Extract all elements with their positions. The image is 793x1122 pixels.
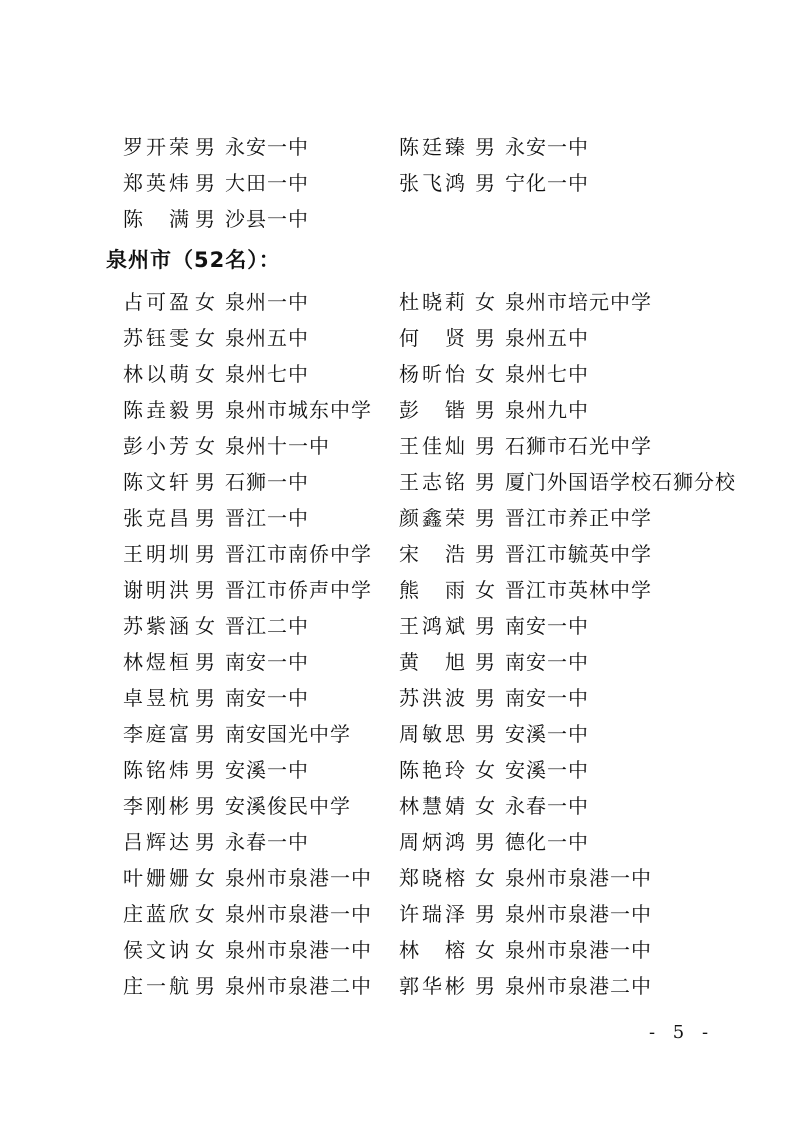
student-name: 李刚彬: [123, 794, 189, 818]
list-entry: [399, 392, 589, 428]
student-gender: 女: [475, 578, 495, 602]
student-school: 永安一中: [505, 135, 589, 159]
student-school: 晋江一中: [225, 506, 309, 530]
student-school: 晋江市养正中学: [505, 506, 652, 530]
student-school: 泉州十一中: [225, 434, 330, 458]
list-entry: [399, 752, 589, 788]
student-gender: 男: [195, 542, 215, 566]
student-name: 林煜桓: [123, 650, 189, 674]
list-entry: [123, 788, 351, 824]
student-gender: 男: [195, 974, 215, 998]
student-name: 王鸿斌: [399, 614, 465, 638]
student-school: 南安一中: [505, 614, 589, 638]
student-name: 庄一航: [123, 974, 189, 998]
student-gender: 男: [475, 902, 495, 926]
student-gender: 男: [195, 135, 215, 159]
student-gender: 男: [475, 686, 495, 710]
student-school: 泉州市泉港一中: [225, 866, 372, 890]
list-entry: [399, 284, 652, 320]
student-name: 陈艳玲: [399, 758, 465, 782]
student-school: 晋江市毓英中学: [505, 542, 652, 566]
student-name: 吕辉达: [123, 830, 189, 854]
student-gender: 男: [475, 470, 495, 494]
student-school: 安溪俊民中学: [225, 794, 351, 818]
list-entry: [123, 428, 330, 464]
student-name: 侯文讷: [123, 938, 189, 962]
student-name: 罗开荣: [123, 135, 189, 159]
list-entry: [399, 428, 652, 464]
student-gender: 男: [195, 686, 215, 710]
list-entry: [399, 788, 589, 824]
list-entry: [123, 201, 309, 237]
student-school: 泉州市培元中学: [505, 290, 652, 314]
list-entry: [123, 896, 372, 932]
student-name: 宋 浩: [399, 542, 465, 566]
student-school: 泉州市泉港二中: [225, 974, 372, 998]
list-entry: [399, 716, 589, 752]
student-gender: 女: [195, 362, 215, 386]
student-school: 永安一中: [225, 135, 309, 159]
section-title: 泉州市（52名）：: [106, 248, 281, 272]
list-entry: [123, 752, 309, 788]
student-name: 林慧婧: [399, 794, 465, 818]
list-entry: [123, 644, 309, 680]
student-school: 泉州七中: [505, 362, 589, 386]
student-gender: 男: [475, 398, 495, 422]
student-school: 南安一中: [505, 650, 589, 674]
student-school: 泉州市泉港一中: [505, 902, 652, 926]
student-gender: 男: [475, 614, 495, 638]
student-gender: 男: [195, 398, 215, 422]
list-entry: [123, 824, 309, 860]
student-name: 林以萌: [123, 362, 189, 386]
student-gender: 男: [475, 326, 495, 350]
student-name: 陈文轩: [123, 470, 189, 494]
student-name: 颜鑫荣: [399, 506, 465, 530]
student-name: 卓昱杭: [123, 686, 189, 710]
student-gender: 男: [475, 171, 495, 195]
student-gender: 男: [475, 722, 495, 746]
student-gender: 女: [195, 326, 215, 350]
student-school: 泉州五中: [505, 326, 589, 350]
list-entry: [123, 932, 372, 968]
list-entry: [123, 500, 309, 536]
student-school: 南安国光中学: [225, 722, 351, 746]
student-gender: 女: [195, 902, 215, 926]
student-school: 泉州市泉港一中: [225, 938, 372, 962]
student-gender: 女: [475, 362, 495, 386]
student-gender: 女: [195, 290, 215, 314]
student-school: 安溪一中: [505, 758, 589, 782]
list-entry: [123, 284, 309, 320]
student-name: 陈 满: [123, 207, 189, 231]
student-name: 占可盈: [123, 290, 189, 314]
list-entry: [399, 129, 589, 165]
list-entry: [123, 716, 351, 752]
student-gender: 女: [475, 938, 495, 962]
list-entry: [399, 932, 652, 968]
student-gender: 男: [475, 542, 495, 566]
student-name: 黄 旭: [399, 650, 465, 674]
student-school: 晋江二中: [225, 614, 309, 638]
student-gender: 男: [475, 434, 495, 458]
student-name: 彭小芳: [123, 434, 189, 458]
student-school: 晋江市侨声中学: [225, 578, 372, 602]
list-entry: [399, 644, 589, 680]
student-gender: 女: [195, 434, 215, 458]
student-gender: 男: [475, 135, 495, 159]
student-name: 熊 雨: [399, 578, 465, 602]
student-gender: 男: [195, 722, 215, 746]
student-gender: 女: [475, 290, 495, 314]
student-name: 陈铭炜: [123, 758, 189, 782]
list-entry: [123, 320, 309, 356]
student-school: 石狮市石光中学: [505, 434, 652, 458]
student-gender: 男: [195, 650, 215, 674]
student-gender: 女: [195, 866, 215, 890]
student-school: 永春一中: [225, 830, 309, 854]
page-number: - 5 -: [649, 1022, 715, 1043]
student-school: 泉州九中: [505, 398, 589, 422]
student-school: 晋江市英林中学: [505, 578, 652, 602]
student-school: 厦门外国语学校石狮分校: [505, 470, 736, 494]
list-entry: [123, 464, 309, 500]
list-entry: [399, 968, 652, 1004]
student-school: 大田一中: [225, 171, 309, 195]
student-name: 苏钰雯: [123, 326, 189, 350]
student-name: 杨昕怡: [399, 362, 465, 386]
student-name: 彭 锴: [399, 398, 465, 422]
student-gender: 男: [195, 506, 215, 530]
list-entry: [123, 356, 309, 392]
student-name: 许瑞泽: [399, 902, 465, 926]
student-gender: 男: [195, 470, 215, 494]
list-entry: [123, 572, 372, 608]
student-name: 谢明洪: [123, 578, 189, 602]
student-school: 沙县一中: [225, 207, 309, 231]
student-name: 李庭富: [123, 722, 189, 746]
student-name: 陈廷臻: [399, 135, 465, 159]
list-entry: [399, 500, 652, 536]
student-name: 张克昌: [123, 506, 189, 530]
student-name: 王佳灿: [399, 434, 465, 458]
list-entry: [399, 608, 589, 644]
student-school: 泉州五中: [225, 326, 309, 350]
student-name: 陈垚毅: [123, 398, 189, 422]
student-name: 王志铭: [399, 470, 465, 494]
student-name: 苏紫涵: [123, 614, 189, 638]
list-entry: [123, 608, 309, 644]
student-gender: 女: [475, 866, 495, 890]
student-name: 郭华彬: [399, 974, 465, 998]
student-name: 苏洪波: [399, 686, 465, 710]
student-gender: 男: [475, 974, 495, 998]
list-entry: [399, 165, 589, 201]
student-school: 南安一中: [225, 650, 309, 674]
student-gender: 女: [475, 758, 495, 782]
list-entry: [399, 320, 589, 356]
student-school: 泉州市泉港一中: [505, 938, 652, 962]
student-school: 石狮一中: [225, 470, 309, 494]
student-gender: 女: [195, 938, 215, 962]
student-name: 郑英炜: [123, 171, 189, 195]
list-entry: [399, 824, 589, 860]
student-gender: 女: [475, 794, 495, 818]
list-entry: [399, 680, 589, 716]
list-entry: [123, 129, 309, 165]
student-school: 德化一中: [505, 830, 589, 854]
student-name: 叶姗姗: [123, 866, 189, 890]
student-gender: 男: [195, 578, 215, 602]
student-school: 永春一中: [505, 794, 589, 818]
student-school: 泉州七中: [225, 362, 309, 386]
student-name: 王明圳: [123, 542, 189, 566]
list-entry: [399, 896, 652, 932]
student-gender: 男: [195, 171, 215, 195]
list-entry: [123, 680, 309, 716]
student-gender: 女: [195, 614, 215, 638]
list-entry: [123, 165, 309, 201]
student-school: 南安一中: [505, 686, 589, 710]
list-entry: [399, 572, 652, 608]
list-entry: [399, 536, 652, 572]
student-name: 何 贤: [399, 326, 465, 350]
student-gender: 男: [195, 758, 215, 782]
student-gender: 男: [475, 830, 495, 854]
student-school: 宁化一中: [505, 171, 589, 195]
student-gender: 男: [195, 830, 215, 854]
student-school: 泉州市城东中学: [225, 398, 372, 422]
student-name: 郑晓榕: [399, 866, 465, 890]
student-name: 周炳鸿: [399, 830, 465, 854]
student-name: 杜晓莉: [399, 290, 465, 314]
student-school: 泉州市泉港一中: [505, 866, 652, 890]
list-entry: [399, 860, 652, 896]
student-school: 安溪一中: [225, 758, 309, 782]
student-school: 泉州一中: [225, 290, 309, 314]
student-gender: 男: [475, 506, 495, 530]
student-school: 晋江市南侨中学: [225, 542, 372, 566]
list-entry: [399, 464, 736, 500]
list-entry: [399, 356, 589, 392]
student-gender: 男: [195, 207, 215, 231]
student-name: 林 榕: [399, 938, 465, 962]
student-school: 泉州市泉港二中: [505, 974, 652, 998]
student-name: 庄蓝欣: [123, 902, 189, 926]
list-entry: [123, 536, 372, 572]
student-school: 南安一中: [225, 686, 309, 710]
student-gender: 男: [475, 650, 495, 674]
list-entry: [123, 392, 372, 428]
student-school: 安溪一中: [505, 722, 589, 746]
student-name: 张飞鸿: [399, 171, 465, 195]
student-gender: 男: [195, 794, 215, 818]
student-school: 泉州市泉港一中: [225, 902, 372, 926]
list-entry: [123, 860, 372, 896]
student-name: 周敏思: [399, 722, 465, 746]
list-entry: [123, 968, 372, 1004]
